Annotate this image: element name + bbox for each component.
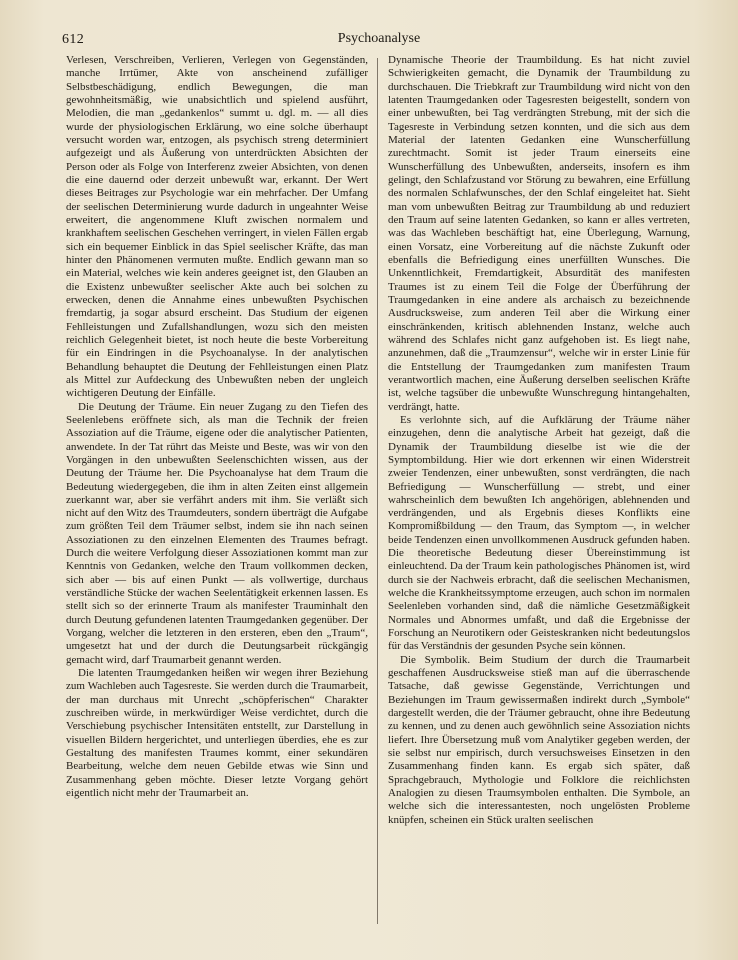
right-column [388,54,690,934]
page-number: 612 [62,32,85,47]
page-header [62,30,696,52]
paragraph: Dynamische Theorie der Traumbildung. Es hat nicht zuviel Schwierigkeiten gemacht, die Dynamik der Traumbildung zu durchschauen. Die Triebkraft zur Traumbildung wird nicht von den latenten Traumgedanken oder Tagesresten beigestellt, sondern von einer unbewußten, bei Tag verdrängten Strebung, mit der sich die Tagesreste in Verbindung setzen konnten, und die sich aus dem Material der latenten Gedanken eine Wunscherfüllung zurechtmacht. Somit ist jeder Traum einerseits eine Wunscherfüllung des Unbewußten, anderseits, insofern es ihm gelingt, den Schlafzustand vor Störung zu bewahren, eine Erfüllung des normalen Schlafwunsches, der den Schlaf eingeleitet hat. Sieht man vom unbewußten Beitrag zur Traumbildung ab und reduziert den Traum auf seine latenten Gedanken, so kann er alles vertreten, was das Wachleben beschäftigt hat, eine Überlegung, Warnung, einen Vorsatz, eine Vorbereitung auf die nächste Zukunft oder ebenfalls die Befriedigung eines unerfüllten Wunsches. Die Unkenntlichkeit, Fremdartigkeit, Absurdität des manifesten Traumes ist zu einem Teil die Folge der Überführung der Traumgedanken in eine andere als archaisch zu bezeichnende Ausdrucksweise, zum anderen Teil aber die Wirkung einer einschränkenden, kritisch ablehnenden Instanz, welche auch während des Schlafes nicht ganz aufgehoben ist. Es liegt nahe, anzunehmen, daß die „Traumzensur“, welche wir in erster Linie für die Entstellung der Traumgedanken zum manifesten Traum verantwortlich machen, eine Äußerung derselben seelischen Kräfte ist, welche tagsüber die unbewußte Wunschregung hintangehalten, verdrängt, hatte. [388,54,690,413]
column-divider [377,58,378,924]
paragraph: Die Symbolik. Beim Studium der durch die Traumarbeit geschaffenen Ausdrucksweise stieß man auf die überraschende Tatsache, daß gewisse Gegenstände, Verrichtungen und Beziehungen im Traum gewissermaßen indirekt durch „Symbole“ dargestellt werden, die der Träumer gebraucht, ohne ihre Bedeutung zu kennen, und zu denen auch gewöhnlich seine Assoziation nichts liefert. Ihre Übersetzung muß vom Analytiker gegeben werden, der sie selbst nur empirisch, durch versuchsweises Einsetzen in den Zusammenhang finden kann. Es ergab sich später, daß Sprachgebrauch, Mythologie und Folklore die reichlichsten Analogien zu diesen Traumsymbolen enthalten. Die Symbole, an welche sich die interessantesten, noch ungelösten Probleme knüpfen, scheinen ein Stück uralten seelischen [388,653,690,826]
left-column [66,54,368,934]
paragraph: Die Deutung der Träume. Ein neuer Zugang zu den Tiefen des Seelenlebens eröffnete sich, als man die Technik der freien Assoziation auf die Träume, eigene oder die analytischer Patienten, anwendete. In der Tat rührt das Meiste und Beste, was wir von den Vorgängen in den unbewußten Seelenschichten wissen, aus der Deutung der Träume her. Die Psychoanalyse hat dem Traum die Bedeutung wiedergegeben, die ihm in alten Zeiten einst allgemein zuerkannt war, aber sie verfährt anders mit ihm. Sie verläßt sich nicht auf den Witz des Traumdeuters, sondern überträgt die Aufgabe zum größten Teil dem Träumer selbst, indem sie ihn nach seinen Assoziationen zu den einzelnen Elementen des Traumes befragt. Durch die weitere Verfolgung dieser Assoziationen kommt man zur Kenntnis von Gedanken, welche den Traum vollkommen decken, sich aber — bis auf einen Punkt — als vollwertige, durchaus verständliche Stücke der wachen Seelentätigkeit erkennen lassen. Es stellt sich so der erinnerte Traum als manifester Trauminhalt den durch Deutung gefundenen latenten Traumgedanken gegenüber. Der Vorgang, welcher die letzteren in den ersteren, eben den „Traum“, umgesetzt hat und der durch die Deutungsarbeit rückgängig gemacht wird, darf Traumarbeit genannt werden. [66,400,368,666]
paragraph: Die latenten Traumgedanken heißen wir wegen ihrer Beziehung zum Wachleben auch Tagesreste. Sie werden durch die Traumarbeit, der man durchaus mit Unrecht „schöpferischen“ Charakter zuschreiben würde, in merkwürdiger Weise verdichtet, durch die Verschiebung psychischer Intensitäten entstellt, zur Darstellung in visuellen Bildern hergerichtet, und unterliegen überdies, ehe es zur Gestaltung des manifesten Traumes kommt, einer sekundären Bearbeitung, welche dem neuen Gebilde etwas wie Sinn und Zusammenhang geben möchte. Dieser letzte Vorgang gehört eigentlich nicht mehr der Traumarbeit an. [66,667,368,800]
paragraph: Verlesen, Verschreiben, Verlieren, Verlegen von Gegenständen, manche Irrtümer, Akte von anscheinend zufälliger Selbstbeschädigung, endlich Bewegungen, die man gewohnheitsmäßig, wie unabsichtlich und spielend ausführt, Melodien, die man „gedankenlos“ summt u. dgl. m. — all dies wurde der physiologischen Erklärung, wo eine solche überhaupt versucht worden war, entzogen, als psychisch streng determiniert aufgezeigt und als Äußerung von unterdrückten Absichten der Person oder als Folge von Interferenz zweier Absichten, von denen die eine dauernd oder derzeit unbewußt war, erkannt. Der Wert dieses Beitrages zur Psychologie war ein mehrfacher. Der Umfang der seelischen Determinierung wurde dadurch in ungeahnter Weise erweitert, die angenommene Kluft zwischen normalem und krankhaftem seelischen Geschehen verringert, in vielen Fällen ergab sich ein bequemer Einblick in das Spiel seelischer Kräfte, das man hinter den Phänomenen vermuten mußte. Endlich gewann man so ein Material, welches wie kein anderes geeignet ist, den Glauben an die Existenz unbewußter seelischer Akte auch bei solchen zu erwecken, denen die Annahme eines unbewußten Psychischen fremdartig, ja sogar absurd erscheint. Das Studium der eigenen Fehlleistungen und Zufallshandlungen, wozu sich den meisten reichlich Gelegenheit bietet, ist noch heute die beste Vorbereitung für ein Eindringen in die Psychoanalyse. In der analytischen Behandlung behauptet die Deutung der Fehlleistungen einen Platz als Mittel zur Aufdeckung des Unbewußten neben der ungleich wichtigeren Deutung der Einfälle. [66,54,368,400]
running-title: Psychoanalyse [337,31,421,46]
paragraph: Es verlohnte sich, auf die Aufklärung der Träume näher einzugehen, denn die analytische Arbeit hat gezeigt, daß die Dynamik der Traumbildung dieselbe ist wie die der Symptombildung. Hier wie dort erkennen wir einen Widerstreit zweier Tendenzen, einer unbewußten, sonst verdrängten, die nach Befriedigung — Wunscherfüllung — strebt, und einer wahrscheinlich dem bewußten Ich angehörigen, ablehnenden und verdrängenden, und als Ergebnis dieses Konflikts eine Kompromißbildung — den Traum, das Symptom —, in welcher beide Tendenzen einen unvollkommenen Ausdruck gefunden haben. Die theoretische Bedeutung dieser Übereinstimmung ist einleuchtend. Da der Traum kein pathologisches Phänomen ist, wird durch sie der Nachweis erbracht, daß die seelischen Mechanismen, welche die Krankheitssymptome erzeugen, auch schon im normalen Seelenleben vorhanden sind, daß die nämliche Gesetzmäßigkeit Normales und Abnormes umfaßt, und daß die Ergebnisse der Forschung an Neurotikern oder Geisteskranken nicht bedeutungslos für das Verständnis der gesunden Psyche sein können. [388,413,690,653]
